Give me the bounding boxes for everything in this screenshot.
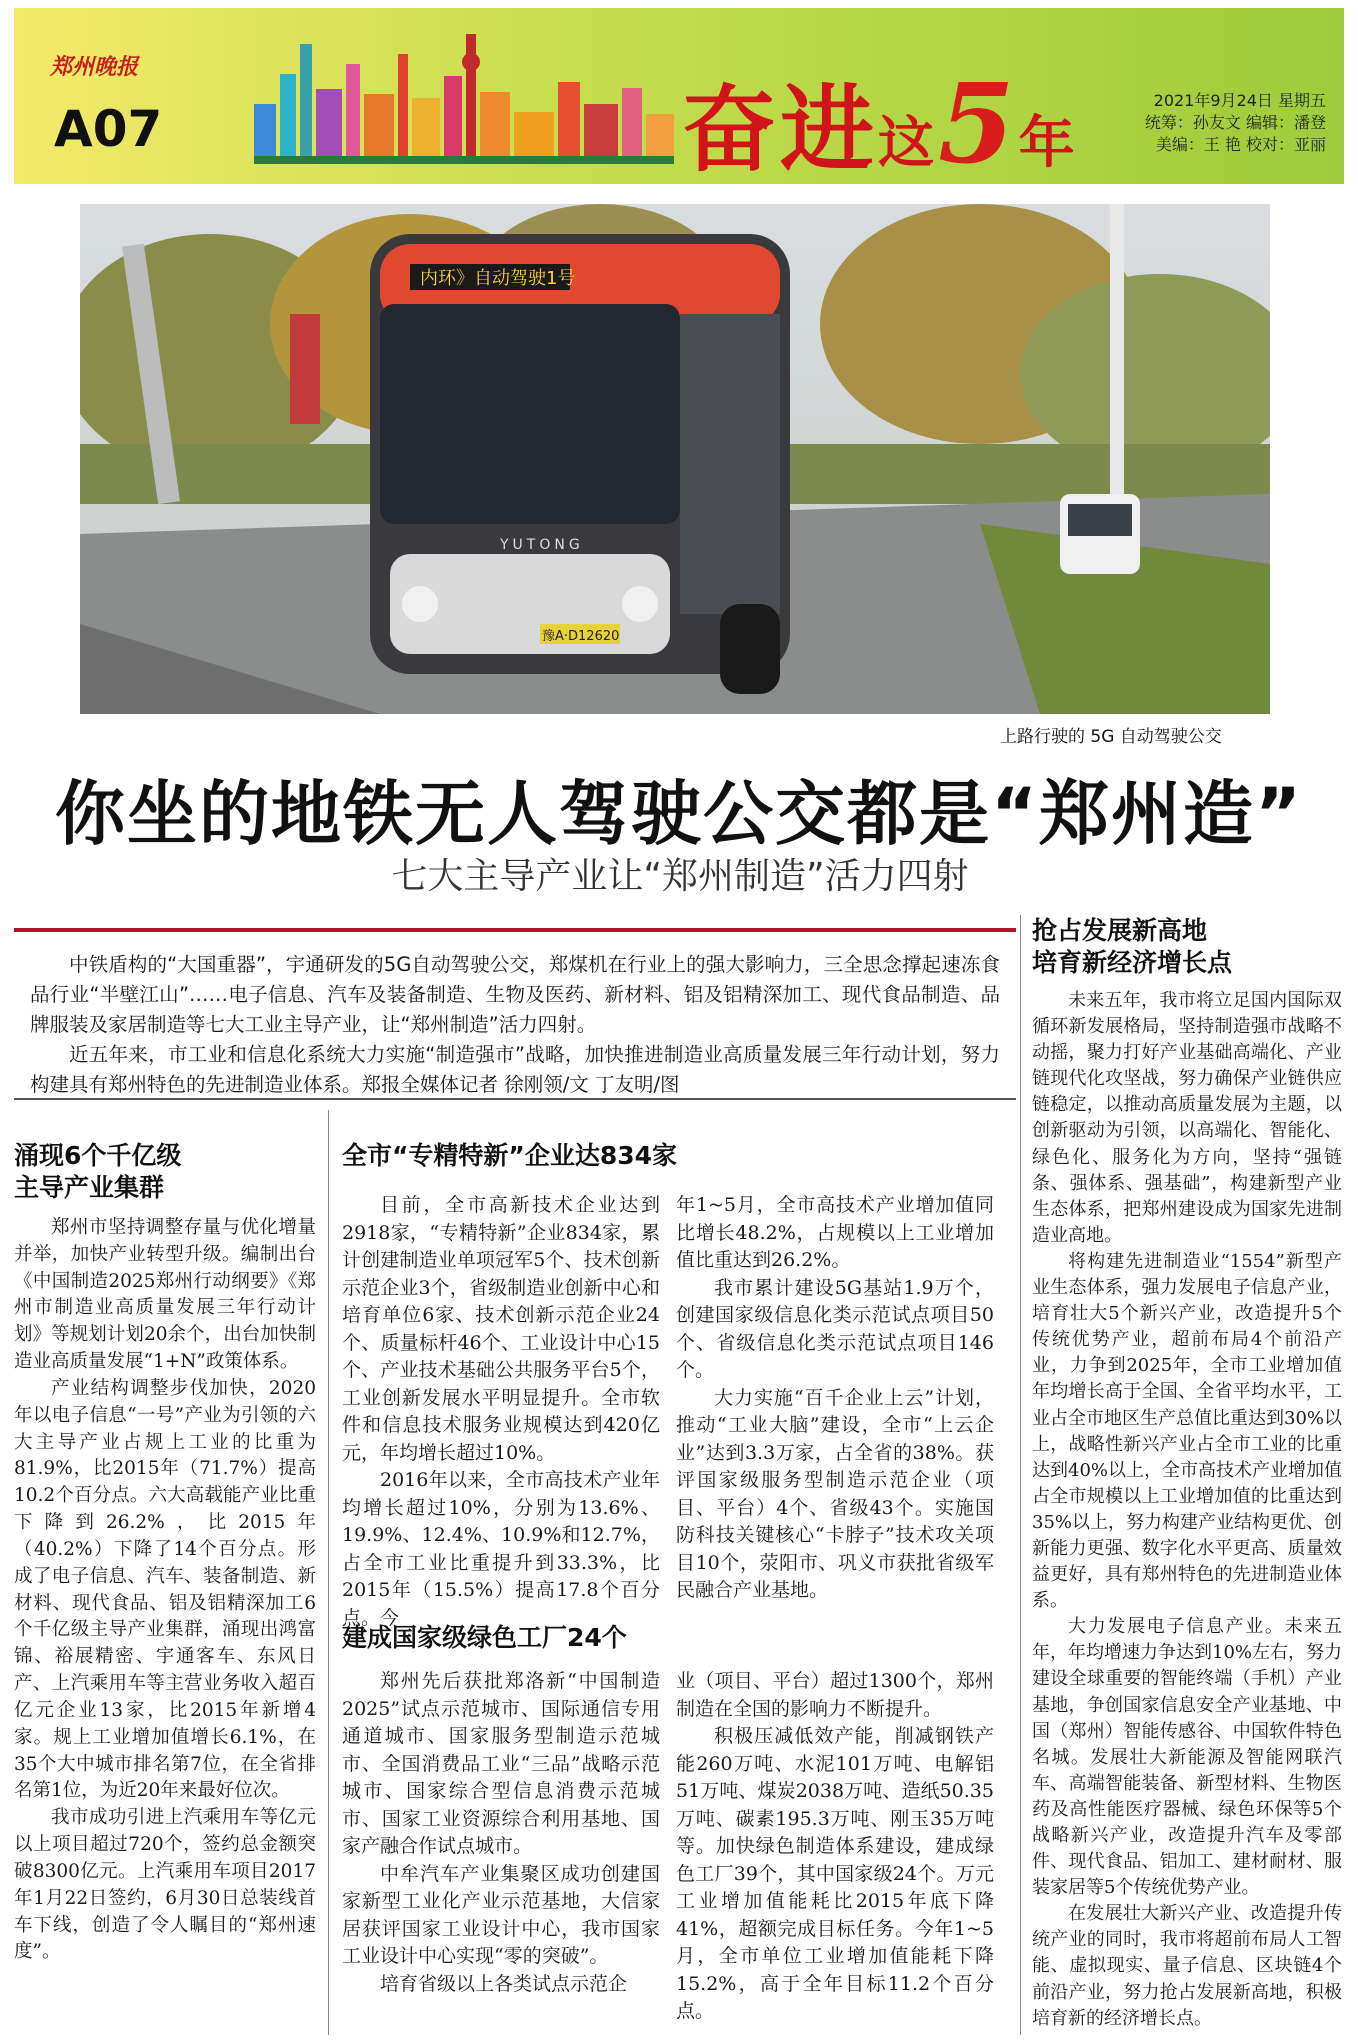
paragraph: 郑州先后获批郑洛新“中国制造2025”试点示范城市、国际通信专用通道城市、国家服务型制造示范城市、全国消费品工业“三品”战略示范城市、国家综合型信息消费示范城市、国家工业资源综合利用基地、国家产融合作试点城市。 (342, 1670, 660, 1857)
column-divider (1020, 915, 1021, 2035)
section-title-2: 全市“专精特新”企业达834家 (342, 1141, 678, 1170)
section-4-body (1032, 988, 1342, 2032)
paragraph: 2016年以来，全市高技术产业年均增长超过10%，分别为13.6%、19.9%、12.4%、10.9%和12.7%，占全市工业比重提升到33.3%，比2015年（15.5%）提高17.8个百分点。今 (342, 1469, 660, 1629)
section-3-body-left (342, 1668, 660, 1998)
issue-date: 2021年9月24日 星期五 (1153, 91, 1326, 110)
bus-photo (80, 204, 1270, 714)
column-title-nian: 年 (1018, 110, 1079, 176)
paragraph-continued: 年1~5月，全市高技术产业增加值同比增长48.2%，占规模以上工业增加值比重达到26.2%。 (676, 1194, 994, 1271)
lead-paragraph: 中铁盾构的“大国重器”，宇通研发的5G自动驾驶公交，郑煤机在行业上的强大影响力，三全思念撑起速冻食品行业“半壁江山”……电子信息、汽车及装备制造、生物及医药、新材料、铝及铝精深加工、现代食品制造、品牌服装及家居制造等七大工业主导产业，让“郑州制造”活力四射。 (30, 953, 1000, 1036)
section-title-4: 抢占发展新高地 培育新经济增长点 (1032, 916, 1233, 977)
bus-brand: YUTONG (500, 537, 584, 553)
column-title-main: 奋进 (682, 75, 879, 184)
autonomous-bus-image (80, 204, 1270, 714)
paragraph: 我市成功引进上汽乘用车等亿元以上项目超过720个，签约总金额突破8300亿元。上汽乘用车项目2017年1月22日签约，6月30日总装线首车下线，创造了令人瞩目的“郑州速度”。 (14, 1807, 316, 1963)
section-2-body-left (342, 1192, 660, 1632)
column-title (682, 54, 1079, 184)
paragraph: 目前，全市高新技术企业达到2918家，“专精特新”企业834家，累计创建制造业单项冠军5个、技术创新示范企业3个，省级制造业创新中心和培育单位6家、技术创新示范企业24个、质量标杆46个、工业设计中心15个、产业技术基础公共服务平台5个，工业创新发展水平明显提升。全市软件和信息技术服务业规模达到420亿元，年均增长超过10%。 (342, 1194, 660, 1464)
subheadline: 七大主导产业让“郑州制造”活力四射 (391, 856, 969, 897)
section-title-3: 建成国家级绿色工厂24个 (342, 1623, 627, 1652)
paragraph-continued: 业（项目、平台）超过1300个，郑州制造在全国的影响力不断提升。 (676, 1670, 994, 1720)
column-divider (328, 1110, 329, 2035)
paper-name-logo: 郑州晚报 (50, 54, 139, 80)
paragraph: 产业结构调整步伐加快，2020年以电子信息“一号”产业为引领的六大主导产业占规上工业的比重为81.9%，比2015年（71.7%）提高10.2个百分点。六大高载能产业比重下降到26.2%，比2015年（40.2%）下降了14个百分点。形成了电子信息、汽车、装备制造、新材料、现代食品、铝及铝精深加工6个千亿级主导产业集群，涌现出鸿富锦、裕展精密、宇通客车、东风日产、上汽乘用车等主营业务收入超百亿元企业13家，比2015年新增4家。规上工业增加值增长6.1%，在35个大中城市排名第7位，在全省排名第1位，为近20年来最好位次。 (14, 1377, 316, 1802)
lead-paragraph: 近五年来，市工业和信息化系统大力实施“制造强市”战略，加快推进制造业高质量发展三年行动计划，努力构建具有郑州特色的先进制造业体系。郑报全媒体记者 徐刚领/文 丁友明/图 (30, 1043, 1000, 1096)
paragraph: 中牟汽车产业集聚区成功创建国家新型工业化产业示范基地，大信家居获评国家工业设计中心，我市国家工业设计中心实现“零的突破”。 (342, 1862, 660, 1967)
paragraph: 将构建先进制造业“1554”新型产业生态体系，强力发展电子信息产业，培育壮大5个新兴产业，改造提升5个传统优势产业，超前布局4个前沿产业，力争到2025年，全市工业增加值年均增长高于全国、全省平均水平，工业占全市地区生产总值比重达到30%以上，战略性新兴产业占全市工业的比重达到40%以上，全市高技术产业增加值占全市规模以上工业增加值的比重达到35%以上，努力构建产业结构更优、创新能力更强、数字化水平更高、质量效益更好，具有郑州特色的先进制造业体系。 (1032, 1250, 1343, 1612)
page-number: A07 (54, 100, 163, 158)
headline: 你坐的地铁无人驾驶公交都是“郑州造” (54, 773, 1303, 855)
column-title-five: 5 (938, 59, 1019, 184)
paragraph: 大力实施“百千企业上云”计划，推动“工业大脑”建设，全市“上云企业”达到3.3万家，占全省的38%。获评国家级服务型制造示范企业（项目、平台）4个、省级43个。实施国防科技关键核心“卡脖子”技术攻关项目10个，荥阳市、巩义市获批省级军民融合产业基地。 (676, 1386, 994, 1601)
section-2-body-right (676, 1192, 994, 1605)
editors-line-2: 美编：王 艳 校对：亚丽 (1155, 135, 1326, 154)
bus-destination-sign: 内环》自动驾驶1号 (420, 268, 576, 289)
lead-paragraphs (30, 950, 1000, 1100)
red-rule (14, 928, 1016, 932)
section-divider (14, 1098, 1016, 1100)
paragraph: 郑州市坚持调整存量与优化增量并举，加快产业转型升级。编制出台《中国制造2025郑州行动纲要》《郑州市制造业高质量发展三年行动计划》等规划计划20余个，出台加快制造业高质量发展“1+N”政策体系。 (14, 1217, 316, 1373)
paragraph: 在发展壮大新兴产业、改造提升传统产业的同时，我市将超前布局人工智能、虚拟现实、量子信息、区块链4个前沿产业，努力抢占发展新高地，积极培育新的经济增长点。 (1032, 1903, 1342, 2029)
photo-caption: 上路行驶的 5G 自动驾驶公交 (1000, 727, 1222, 747)
issue-meta (1106, 90, 1326, 156)
section-3-body-right (676, 1668, 994, 2026)
column-title-zhe: 这 (878, 110, 939, 176)
masthead-banner (14, 8, 1344, 184)
paragraph: 培育省级以上各类试点示范企 (380, 1972, 628, 1995)
paragraph: 大力发展电子信息产业。未来五年，年均增速力争达到10%左右，努力建设全球重要的智能终端（手机）产业基地，争创国家信息安全产业基地、中国（郑州）智能传感谷、中国软件特色名城。发展壮大新能源及智能网联汽车、高端智能装备、新型材料、生物医药及高性能医疗器械、绿色环保等5个战略新兴产业，改造提升汽车及零部件、现代食品、铝加工、建材耐材、服装家居等5个传统优势产业。 (1032, 1616, 1343, 1899)
city-skyline-illustration (254, 34, 674, 164)
section-title-1: 涌现6个千亿级 主导产业集群 (14, 1141, 182, 1202)
bus-plate: 豫A·D12620 (542, 629, 620, 644)
paragraph: 我市累计建设5G基站1.9万个，创建国家级信息化类示范试点项目50个、省级信息化类示范试点项目146个。 (676, 1276, 994, 1381)
editors-line-1: 统筹：孙友文 编辑：潘登 (1144, 113, 1326, 132)
paragraph: 未来五年，我市将立足国内国际双循环新发展格局，坚持制造强市战略不动摇，聚力打好产业基础高端化、产业链现代化攻坚战，努力确保产业链供应链稳定，以推动高质量发展为主题，以创新驱动为引领，以高端化、智能化、绿色化、服务化为方向，坚持“强链条、强体系、强基础”，构建新型产业生态体系，把郑州建设成为国家先进制造业高地。 (1032, 990, 1342, 1246)
section-1-body (14, 1215, 316, 1966)
paragraph: 积极压减低效产能，削减钢铁产能260万吨、水泥101万吨、电解铝51万吨、煤炭2038万吨、造纸50.35万吨、碳素195.3万吨、刚玉35万吨等。加快绿色制造体系建设，建成绿色工厂39个，其中国家级24个。万元工业增加值能耗比2015年底下降41%，超额完成目标任务。今年1~5月，全市单位工业增加值能耗下降15.2%，高于全年目标11.2个百分点。 (676, 1725, 994, 2022)
